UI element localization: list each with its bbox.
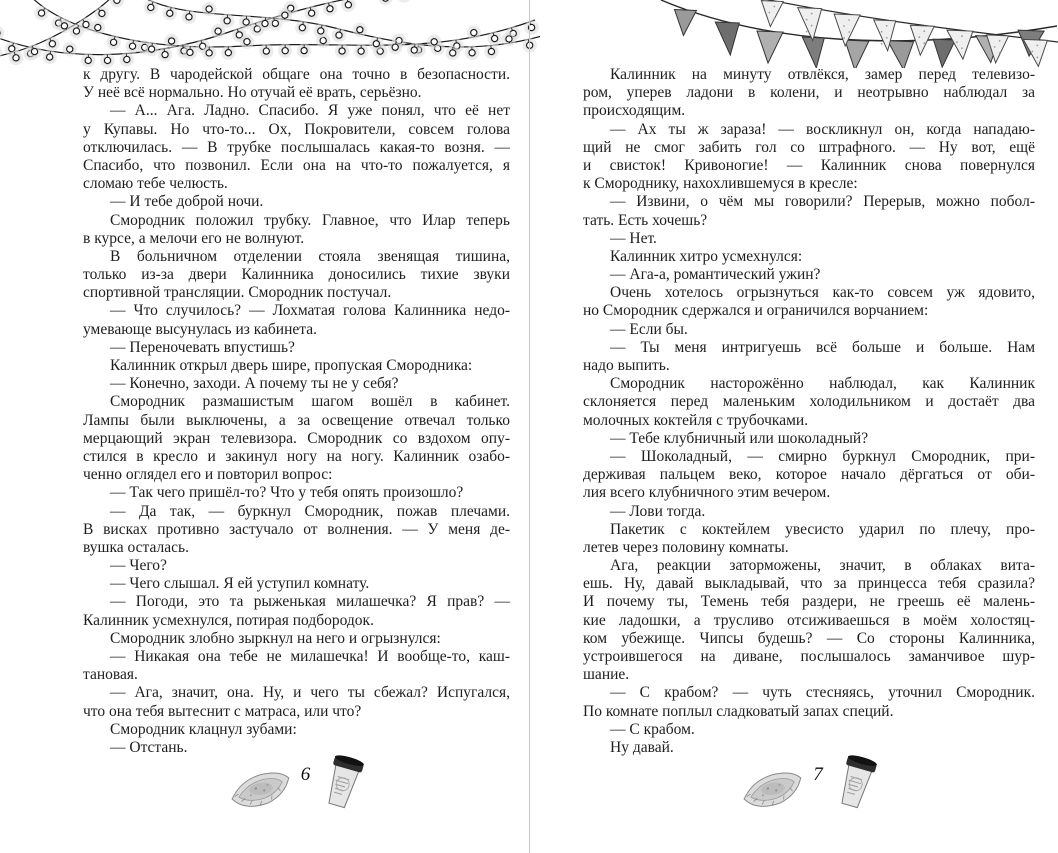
bunting-flags-icon bbox=[655, 0, 1058, 68]
text-line: умевающе высунулась из кабинета. bbox=[83, 320, 317, 338]
text-line: Пакетик с коктейлем увесисто ударил по плечу, про- bbox=[610, 520, 1035, 538]
text-line: Очень хотелось огрызнуться как-то совсем уж ядовито, bbox=[610, 284, 1035, 302]
text-line: летев через половину комнаты. bbox=[583, 538, 789, 556]
text-line: Калинник на минуту отвлёкся, замер перед телевизо- bbox=[610, 66, 1035, 83]
text-line: держивая пальцем веко, которое начало дёргаться от оби- bbox=[583, 466, 1035, 484]
text-line: стился в кресло и закинул ногу на ногу. Калинник озабо- bbox=[83, 447, 510, 465]
text-line: отключилась. — В трубке послышалась какая-то возня. — bbox=[83, 138, 510, 156]
text-line: сломаю тебе челюсть. bbox=[83, 175, 228, 193]
text-line: Смородник размашистым шагом вошёл в кабинет. bbox=[110, 393, 510, 411]
text-line: Смородник положил трубку. Главное, что Илар теперь bbox=[110, 211, 510, 229]
text-line: что она тебя вытеснит с матраса, или что? bbox=[83, 702, 362, 720]
text-line: происходящим. bbox=[583, 102, 686, 120]
text-line: — Переночевать впустишь? bbox=[110, 338, 295, 356]
text-line: — Чего? bbox=[110, 557, 167, 575]
text-line: — Погоди, это та рыженькая милашечка? Я прав? — bbox=[110, 593, 510, 611]
text-line: Смородник злобно зыркнул на него и огрызнулся: bbox=[110, 629, 441, 647]
page-number: 7 bbox=[813, 764, 823, 785]
text-line: молочных коктейля с трубочками. bbox=[583, 411, 809, 429]
text-line: вушка осталась. bbox=[83, 538, 189, 556]
text-line: ешь. Ну, давай выкладывай, что за принцесса тебя сразила? bbox=[583, 575, 1035, 593]
text-line: ком убежище. Чипсы будешь? — Со стороны Калинника, bbox=[583, 629, 1035, 647]
text-line: Ага, реакции заторможены, значит, в облаках вита- bbox=[610, 557, 1035, 575]
text-line: и свисток! Кривоногие! — Калинник снова повернулся bbox=[583, 156, 1035, 174]
text-line: — Ага-а, романтический ужин? bbox=[610, 266, 821, 284]
text-line: к другу. В чародейской общаге она точно в безопасности. bbox=[83, 66, 510, 83]
text-line: — Извини, о чём мы говорили? Перерыв, можно побол- bbox=[610, 193, 1035, 211]
text-line: — Чего слышал. Я ей уступил комнату. bbox=[110, 575, 370, 593]
text-line: — Если бы. bbox=[610, 320, 688, 338]
text-line: В висках противно застучало от волнения. — У меня де- bbox=[83, 520, 510, 538]
text-line: только из-за двери Калинника доносились тихие звуки bbox=[83, 266, 510, 284]
text-line: Ну давай. bbox=[610, 738, 674, 756]
text-line: — С крабом. bbox=[610, 720, 695, 738]
text-line: Смородник насторожённо наблюдал, как Калинник bbox=[610, 375, 1035, 393]
text-line: — Нет. bbox=[610, 229, 657, 247]
text-line: — Конечно, заходи. А почему ты не у себя? bbox=[110, 375, 399, 393]
text-line: — А... Ага. Ладно. Спасибо. Я уже понял, что её нет bbox=[110, 102, 510, 120]
right-page-footer bbox=[583, 752, 1035, 814]
text-line: устроившегося на диване, послышалось заманчивое шур- bbox=[583, 648, 1035, 665]
text-line: тановая. bbox=[83, 666, 138, 684]
text-line: у Купавы. Но что-то... Ох, Покровители, совсем голова bbox=[83, 120, 510, 138]
text-line: Лампы были выключены, а за освещение отвечал только bbox=[83, 411, 510, 429]
text-line: И почему ты, Темень тебя раздери, не греешь её малень- bbox=[583, 593, 1035, 611]
text-line: надо выпить. bbox=[583, 357, 670, 374]
text-line: — Ах ты ж зараза! — воскликнул он, когда нападаю- bbox=[610, 120, 1035, 138]
text-line: Калинник открыл дверь шире, пропуская Смородника: bbox=[110, 357, 473, 374]
text-line: — Так чего пришёл-то? Что у тебя опять произошло? bbox=[110, 484, 464, 502]
text-line: кие ладошки, а трусливо отсиживаешься в моём холостяц- bbox=[583, 611, 1035, 629]
text-line: Спасибо, что позвонил. Если она на что-то пожалуется, я bbox=[83, 156, 510, 174]
text-line: ром, уперев ладони в колени, и неотрывно наблюдал за bbox=[583, 84, 1035, 102]
dumpling-illustration-icon bbox=[228, 768, 292, 810]
left-page-footer bbox=[83, 752, 510, 814]
text-line: ченно оглядел его и повторил вопрос: bbox=[83, 466, 333, 484]
text-line: — Никакая она тебе не милашечка! И вообще-то, каш- bbox=[110, 648, 510, 665]
page-number: 6 bbox=[300, 764, 311, 785]
text-line: — Что случилось? — Лохматая голова Калинника недо- bbox=[110, 302, 510, 320]
text-line: По комнате поплыл сладковатый запах специй. bbox=[583, 702, 894, 720]
coffee-cup-illustration-icon bbox=[319, 754, 365, 812]
text-line: щий не смог забить гол со штрафного. — Ну вот, ещё bbox=[583, 138, 1035, 156]
text-line: лия всего клубничного этим вечером. bbox=[583, 484, 831, 502]
text-line: мерцающий экран телевизора. Смородник со вздохом опу- bbox=[83, 429, 510, 447]
text-line: — Отстань. bbox=[110, 738, 188, 756]
text-line: — Ага, значит, она. Ну, и чего ты сбежал? Испугался, bbox=[110, 684, 510, 702]
dumpling-illustration-icon bbox=[740, 768, 804, 810]
text-line: — И тебе доброй ночи. bbox=[110, 193, 264, 211]
text-line: к Смороднику, нахохлившемуся в кресле: bbox=[583, 175, 858, 193]
text-line: Калинник усмехнулся, потирая подбородок. bbox=[83, 611, 374, 629]
text-line: — С крабом? — чуть стесняясь, уточнил Смородник. bbox=[610, 684, 1035, 702]
coffee-cup-illustration-icon bbox=[832, 754, 878, 812]
text-line: спортивной трансляции. Смородник постучал. bbox=[83, 284, 392, 302]
text-line: Смородник клацнул зубами: bbox=[110, 720, 297, 738]
text-line: У неё всё нормально. Но отучай её врать, серьёзно. bbox=[83, 84, 422, 102]
text-line: — Лови тогда. bbox=[610, 502, 706, 520]
text-line: шание. bbox=[583, 666, 630, 684]
text-line: — Ты меня интригуешь всё больше и больше. Нам bbox=[610, 338, 1035, 356]
left-page-text bbox=[83, 66, 510, 757]
text-line: но Смородник сдержался и ограничился ворчанием: bbox=[583, 302, 929, 320]
text-line: тать. Есть хочешь? bbox=[583, 211, 708, 229]
page-divider bbox=[529, 0, 530, 853]
text-line: — Тебе клубничный или шоколадный? bbox=[610, 429, 869, 447]
right-page-text bbox=[583, 66, 1035, 757]
text-line: склоняется перед маленьким холодильником и достаёт два bbox=[583, 393, 1035, 411]
text-line: — Да так, — буркнул Смородник, пожав плечами. bbox=[110, 502, 510, 520]
text-line: В больничном отделении стояла звенящая тишина, bbox=[110, 247, 510, 265]
text-line: Калинник хитро усмехнулся: bbox=[610, 247, 803, 265]
text-line: в курсе, а мелочи его не волнуют. bbox=[83, 229, 305, 247]
text-line: — Шоколадный, — смирно буркнул Смородник, при- bbox=[610, 447, 1035, 465]
